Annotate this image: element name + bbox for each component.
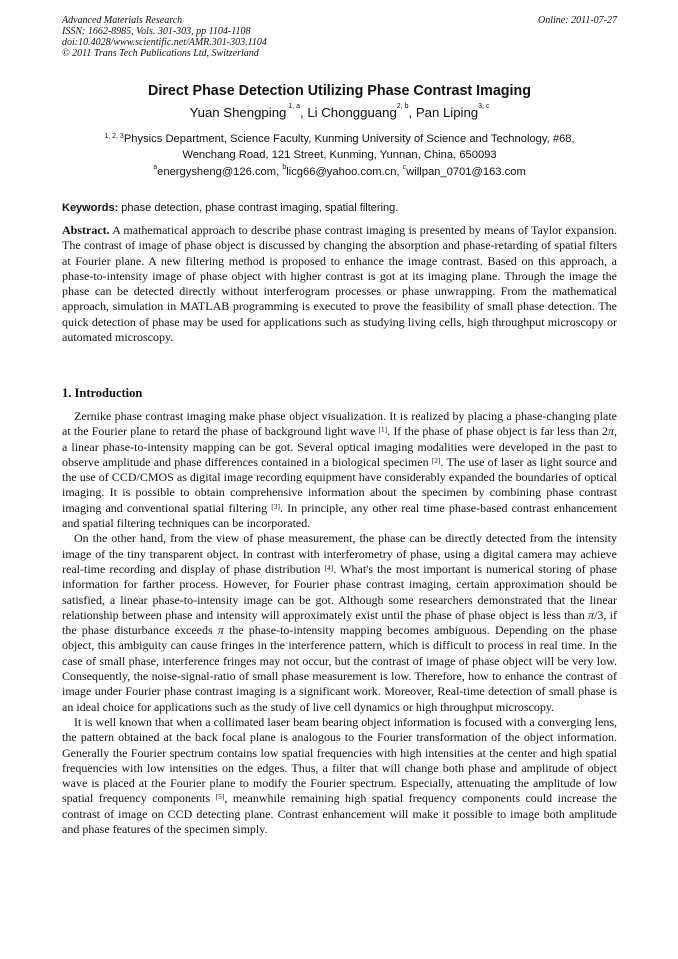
copyright-line: © 2011 Trans Tech Publications Ltd, Switzerland <box>62 48 259 59</box>
paragraph-text: , meanwhile remaining high spatial frequency components could increase the contrast of image on CCD detecting plane. Contrast enhancement will make it possible to image both amplitude and phase features of the specimen simply. <box>62 791 617 837</box>
paragraph-text: It is well known that when a collimated laser beam bearing object information is focused with a converging lens, the pattern obtained at the back focal plane is analogous to the Fourier transformation of the object information. Generally the Fourier spectrum contains low spatial frequencies with high intensities at the center and high spatial frequencies with low intensities on the edges. Thus, a filter that will change both phase and amplitude of object wave is placed at the Fourier plane to modify the Fourier spectrum. Especially, attenuating the amplitude of low spatial frequency components <box>62 714 617 806</box>
author-separator: , <box>408 105 416 120</box>
paragraph-text: . If the phase of phase object is far less than 2 <box>387 424 608 439</box>
email-separator: , <box>396 166 403 178</box>
author-name: Yuan Shengping <box>189 105 287 120</box>
section-heading: 1. Introduction <box>62 386 143 400</box>
affiliation-line-2: Wenchang Road, 121 Street, Kunming, Yunnan, China, 650093 <box>182 149 497 161</box>
email-address: willpan_0701@163.com <box>406 166 526 178</box>
email-mark: b <box>282 164 287 171</box>
citation-ref: [4] <box>324 562 334 572</box>
keywords-label: Keywords: <box>62 202 119 214</box>
citation-ref: [2] <box>431 455 441 465</box>
abstract-label: Abstract. <box>62 223 110 237</box>
affiliation-mark: 1, 2, 3 <box>104 133 124 140</box>
paragraph <box>62 715 617 837</box>
affiliation-line-1: Physics Department, Science Faculty, Kunming University of Science and Technology, #68, <box>123 133 575 145</box>
paragraph-text: , a linear phase-to-intensity mapping can be got. Several optical imaging modalities were developed in the past to observe amplitude and phase differences contained in a biological specimen <box>62 424 617 469</box>
citation-ref: [1] <box>378 425 388 435</box>
abstract <box>62 223 617 345</box>
paragraph <box>62 409 617 531</box>
paragraph <box>62 531 617 715</box>
online-date: Online: 2011-07-27 <box>538 15 617 26</box>
author-name: Li Chongguang <box>307 105 397 120</box>
author-affil-mark: 2, b <box>396 103 409 110</box>
author-name: Pan Liping <box>415 105 479 120</box>
introduction-body <box>62 409 617 837</box>
citation-ref: [5] <box>215 792 225 802</box>
paragraph-text: /3, if the phase disturbance exceeds <box>62 607 617 638</box>
keywords-text: phase detection, phase contrast imaging, spatial filtering. <box>118 202 399 214</box>
email-address: licg66@yahoo.com.cn <box>286 166 397 178</box>
email-separator: , <box>276 166 283 178</box>
email-mark: c <box>402 164 407 171</box>
doi-line: doi:10.4028/www.scientific.net/AMR.301-303.1104 <box>62 37 267 48</box>
email-address: energysheng@126.com <box>157 166 277 178</box>
email-mark: a <box>153 164 158 171</box>
math-symbol: π <box>217 623 224 638</box>
email-list <box>62 166 617 178</box>
paragraph-text: Zernike phase contrast imaging make phase object visualization. It is realized by placing a phase-changing plate at the Fourier plane to retard the phase of background light wave <box>62 409 617 439</box>
paragraph-text: the phase-to-intensity mapping becomes ambiguous. Depending on the phase object, this ambiguity can cause fringes in the interference pattern, which is difficult to process in real time. In the case of small phase, interference fringes may not occur, but the contrast of image of phase object will be very low. Consequently, the noise-signal-ratio of small phase measurement is low. Therefore, how to enhance the contrast of image under Fourier phase contrast imaging is a significant work. Moreover, Real-time detection of small phase is an ideal choice for applications such as the study of live cell dynamics or high throughput microscopy. <box>62 623 617 714</box>
issn-line: ISSN: 1662-8985, Vols. 301-303, pp 1104-1108 <box>62 26 251 37</box>
math-symbol: π <box>588 607 595 622</box>
affiliation <box>62 131 617 163</box>
author-separator: , <box>300 105 308 120</box>
paragraph-text: . The use of laser as light source and the use of CCD/CMOS as digital image recording equipment have considerably expanded the boundaries of optical imaging. It is possible to obtain comprehensive information about the specimen by combining phase contrast imaging and conventional spatial filtering <box>62 454 617 515</box>
math-symbol: π <box>607 424 614 439</box>
author-affil-mark: 1, a <box>286 103 300 110</box>
paragraph-text: On the other hand, from the view of phase measurement, the phase can be directly detected from the intensity image of the tiny transparent object. In contrast with interferometry of phase, using a digital camera may achieve real-time recording and display of phase distribution <box>62 531 617 576</box>
paper-title: Direct Phase Detection Utilizing Phase Contrast Imaging <box>148 83 531 99</box>
paragraph-text: . In principle, any other real time phase-based contrast enhancement and spatial filtering techniques can be incorporated. <box>62 500 617 531</box>
citation-ref: [3] <box>271 501 280 511</box>
author-affil-mark: 3, c <box>478 103 490 110</box>
author-list <box>62 105 617 120</box>
keywords <box>62 202 617 214</box>
journal-header <box>62 15 617 59</box>
abstract-text: A mathematical approach to describe phase contrast imaging is presented by means of Taylor expansion. The contrast of image of phase object is discussed by changing the absorption and phase-retarding of spatial filters at Fourier plane. A new filtering method is proposed to enhance the image contrast. Based on this approach, a phase-to-intensity image of phase object with higher contrast is got at its imaging plane. Through the image the phase can be detected directly without interferogram processes or phase unwrapping. From the mathematical approach, simulation in MATLAB programming is executed to prove the feasibility of small phase detection. The quick detection of phase may be used for applications such as studying living cells, high throughput microscopy or automated microscopy. <box>62 223 617 345</box>
journal-name: Advanced Materials Research <box>62 15 183 26</box>
paragraph-text: . What's the most important is numerical storing of phase information for farther process. However, for Fourier phase contrast imaging, certain approximation should be satisfied, a linear phase-to-intensity image can be got. Although some researchers demonstrated that the linear relationship between phase and intensity will approximately exist until the phase of phase object is less than <box>62 561 618 622</box>
